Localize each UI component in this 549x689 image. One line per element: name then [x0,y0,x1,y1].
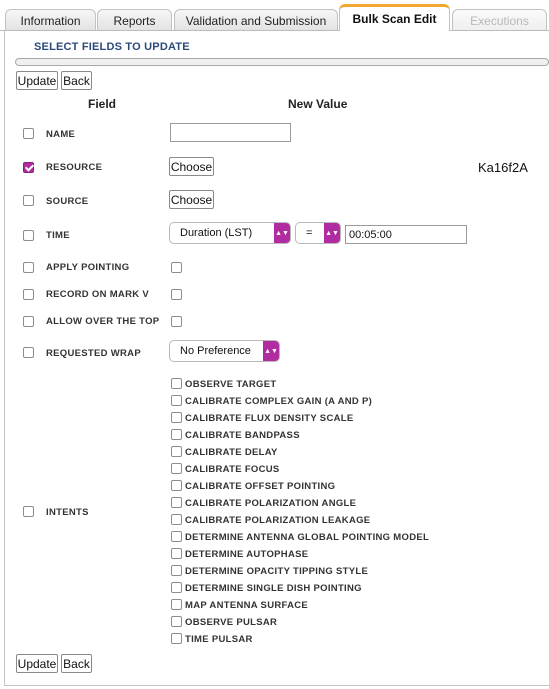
intent-label: DETERMINE OPACITY TIPPING STYLE [185,566,369,577]
intent-label: CALIBRATE FOCUS [185,464,280,475]
update-button-bottom[interactable]: Update [16,654,58,673]
requested-wrap-label: REQUESTED WRAP [46,348,141,359]
tab-information[interactable]: Information [5,9,96,31]
intent-checkbox[interactable] [171,616,182,627]
time-type-select[interactable] [169,222,291,244]
update-button-top[interactable]: Update [16,71,58,90]
intent-checkbox[interactable] [171,531,182,542]
time-checkbox[interactable] [23,230,34,241]
intent-label: CALIBRATE BANDPASS [185,430,300,441]
apply-pointing-value-checkbox[interactable] [171,262,182,273]
source-choose-button[interactable]: Choose [169,190,214,209]
intents-checkbox[interactable] [23,506,34,517]
intent-checkbox[interactable] [171,582,182,593]
intent-checkbox[interactable] [171,378,182,389]
intent-label: DETERMINE AUTOPHASE [185,549,309,560]
resource-value: Ka16f2A [478,160,528,175]
source-label: SOURCE [46,196,89,207]
requested-wrap-checkbox[interactable] [23,347,34,358]
apply-pointing-checkbox[interactable] [23,262,34,273]
tab-bar [0,0,549,31]
field-column-header: Field [88,97,117,111]
record-on-mark-v-checkbox[interactable] [23,289,34,300]
resource-checkbox[interactable] [23,162,34,173]
name-label: NAME [46,129,76,140]
back-button-top[interactable]: Back [61,71,92,90]
intent-checkbox[interactable] [171,480,182,491]
intent-checkbox[interactable] [171,412,182,423]
time-operator-selected: = [306,227,313,239]
record-on-mark-v-label: RECORD ON MARK V [46,289,149,300]
intent-label: OBSERVE PULSAR [185,617,278,628]
select-arrows-icon: ▲▼ [274,223,290,243]
tab-bulk-scan-edit[interactable]: Bulk Scan Edit [339,4,450,31]
source-checkbox[interactable] [23,195,34,206]
intent-checkbox[interactable] [171,463,182,474]
section-title: SELECT FIELDS TO UPDATE [34,41,190,53]
intent-checkbox[interactable] [171,497,182,508]
intent-label: CALIBRATE POLARIZATION LEAKAGE [185,515,371,526]
intents-label: INTENTS [46,507,89,518]
new-value-column-header: New Value [288,97,348,111]
allow-over-the-top-value-checkbox[interactable] [171,316,182,327]
select-arrows-icon: ▲▼ [263,341,279,361]
intent-checkbox[interactable] [171,548,182,559]
intent-checkbox[interactable] [171,565,182,576]
time-type-selected: Duration (LST) [180,227,253,239]
name-input[interactable] [170,123,291,142]
intent-checkbox[interactable] [171,429,182,440]
record-on-mark-v-value-checkbox[interactable] [171,289,182,300]
resource-choose-button[interactable]: Choose [169,157,214,176]
intent-label: TIME PULSAR [185,634,253,645]
allow-over-the-top-label: ALLOW OVER THE TOP [46,316,160,327]
intent-label: CALIBRATE POLARIZATION ANGLE [185,498,357,509]
intent-label: DETERMINE ANTENNA GLOBAL POINTING MODEL [185,532,430,543]
intent-label: DETERMINE SINGLE DISH POINTING [185,583,362,594]
intent-checkbox[interactable] [171,514,182,525]
back-button-bottom[interactable]: Back [61,654,92,673]
tab-reports[interactable]: Reports [97,9,172,31]
horizontal-scrollbar[interactable] [15,58,549,66]
intent-label: CALIBRATE DELAY [185,447,278,458]
tab-executions: Executions [452,9,547,31]
resource-label: RESOURCE [46,162,103,173]
intent-label: CALIBRATE FLUX DENSITY SCALE [185,413,354,424]
time-operator-select[interactable] [295,222,341,244]
time-label: TIME [46,230,70,241]
select-arrows-icon: ▲▼ [324,223,340,243]
intent-checkbox[interactable] [171,446,182,457]
intent-label: CALIBRATE COMPLEX GAIN (A AND P) [185,396,373,407]
time-value-input[interactable]: 00:05:00 [345,225,467,244]
intent-checkbox[interactable] [171,633,182,644]
allow-over-the-top-checkbox[interactable] [23,316,34,327]
tab-validation-and-submission[interactable]: Validation and Submission [174,9,338,31]
apply-pointing-label: APPLY POINTING [46,262,130,273]
intent-label: OBSERVE TARGET [185,379,277,390]
intent-label: CALIBRATE OFFSET POINTING [185,481,336,492]
requested-wrap-select[interactable] [169,340,280,362]
intent-checkbox[interactable] [171,395,182,406]
intent-checkbox[interactable] [171,599,182,610]
name-checkbox[interactable] [23,128,34,139]
intent-label: MAP ANTENNA SURFACE [185,600,309,611]
requested-wrap-selected: No Preference [180,345,251,357]
